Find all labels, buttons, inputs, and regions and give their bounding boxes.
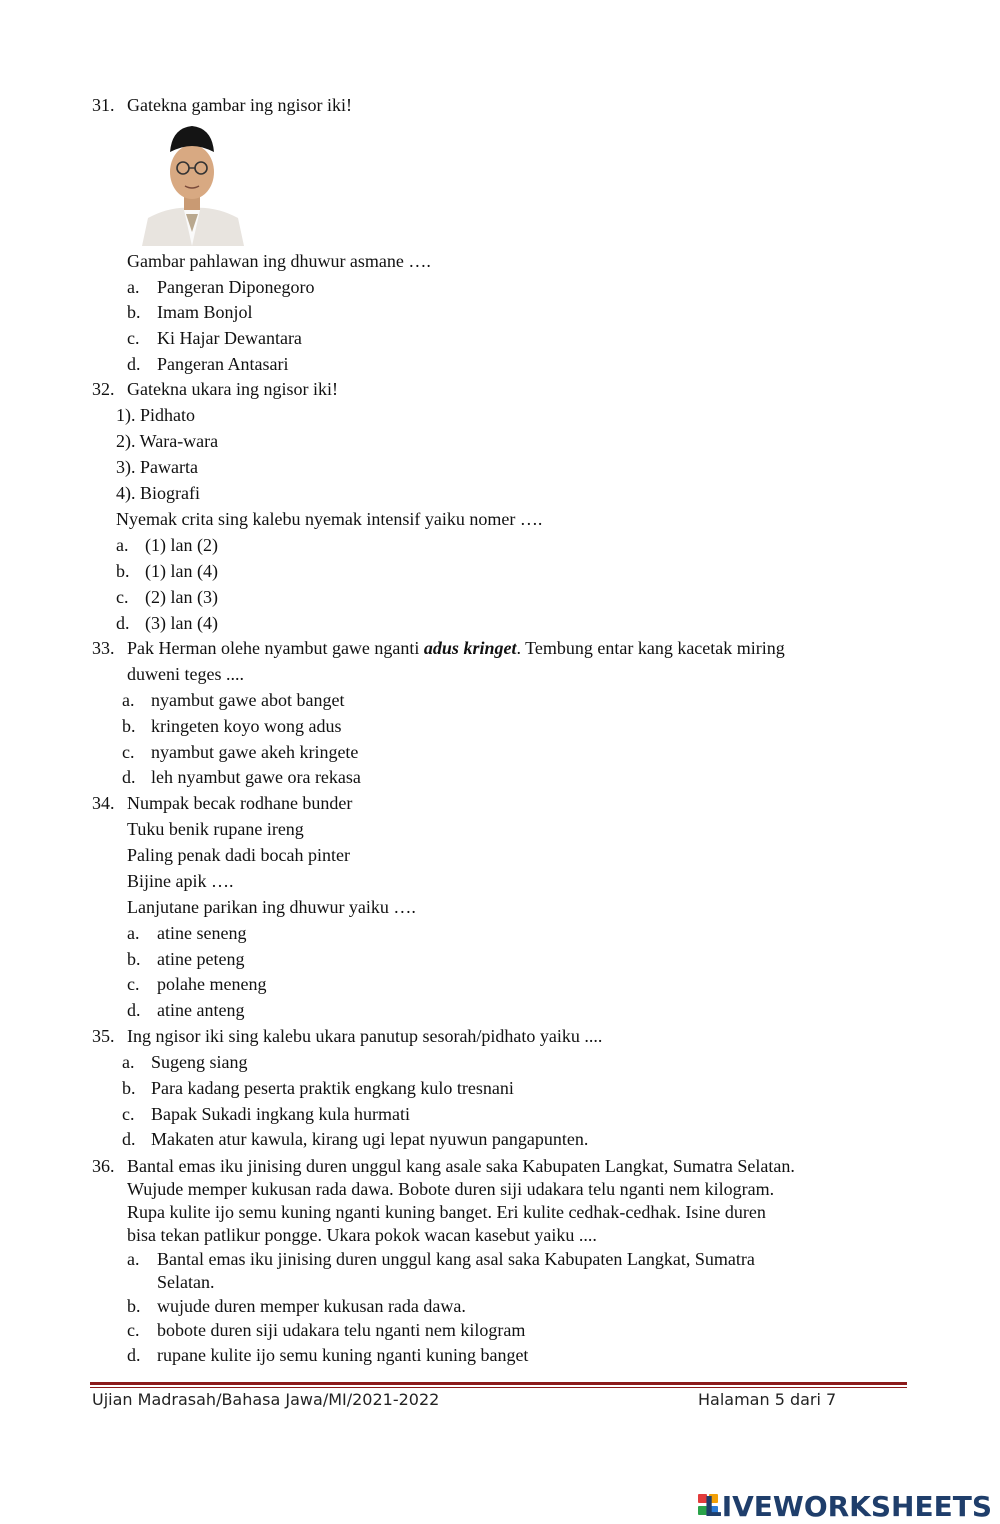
q36-option-letter: d. xyxy=(127,1345,141,1365)
q32-prompt: Gatekna ukara ing ngisor iki! xyxy=(127,379,338,399)
q31-prompt: Gatekna gambar ing ngisor iki! xyxy=(127,95,352,115)
q36-line: Rupa kulite ijo semu kuning nganti kuning banget. Eri kulite cedhak-cedhak. Isine duren xyxy=(127,1202,766,1222)
q33-text-after: . Tembung entar kang kacetak miring xyxy=(516,638,785,658)
q34-option-letter: b. xyxy=(127,949,141,969)
q35-option-text: Bapak Sukadi ingkang kula hurmati xyxy=(151,1104,410,1124)
q35-prompt: Ing ngisor iki sing kalebu ukara panutup sesorah/pidhato yaiku .... xyxy=(127,1026,603,1046)
q34-number: 34. xyxy=(92,793,115,813)
q36-number: 36. xyxy=(92,1156,115,1176)
q36-option-text: rupane kulite ijo semu kuning nganti kuning banget xyxy=(157,1345,529,1365)
q34-line: Tuku benik rupane ireng xyxy=(127,819,304,839)
q32-option-text: (1) lan (2) xyxy=(145,535,218,555)
q31-option-text: Ki Hajar Dewantara xyxy=(157,328,302,348)
q32-option-letter: d. xyxy=(116,613,130,633)
q34-option-text: atine anteng xyxy=(157,1000,245,1020)
q32-option-letter: a. xyxy=(116,535,129,555)
q33-option-letter: a. xyxy=(122,690,135,710)
q36-option-text: bobote duren siji udakara telu nganti nem kilogram xyxy=(157,1320,526,1340)
footer-exam-title: Ujian Madrasah/Bahasa Jawa/MI/2021-2022 xyxy=(92,1390,440,1409)
q36-option-text-cont: Selatan. xyxy=(157,1272,215,1292)
liveworksheets-brand[interactable]: LIVEWORKSHEETS xyxy=(703,1490,992,1523)
q32-option-text: (3) lan (4) xyxy=(145,613,218,633)
q34-line: Numpak becak rodhane bunder xyxy=(127,793,353,813)
q36-option-text: wujude duren memper kukusan rada dawa. xyxy=(157,1296,466,1316)
q31-option-text: Pangeran Diponegoro xyxy=(157,277,315,297)
q33-emphasis: adus kringet xyxy=(423,638,517,658)
q35-option-text: Sugeng siang xyxy=(151,1052,248,1072)
q34-option-letter: d. xyxy=(127,1000,141,1020)
q34-line: Lanjutane parikan ing dhuwur yaiku …. xyxy=(127,897,416,917)
q35-option-letter: d. xyxy=(122,1129,136,1149)
q31-option-text: Imam Bonjol xyxy=(157,302,253,322)
q34-option-text: atine peteng xyxy=(157,949,245,969)
q31-option-letter: b. xyxy=(127,302,141,322)
q31-option-letter: c. xyxy=(127,328,140,348)
q34-line: Paling penak dadi bocah pinter xyxy=(127,845,350,865)
q31-question: Gambar pahlawan ing dhuwur asmane …. xyxy=(127,251,431,271)
q35-option-letter: c. xyxy=(122,1104,135,1124)
q36-line: bisa tekan patlikur pongge. Ukara pokok wacan kasebut yaiku .... xyxy=(127,1225,597,1245)
q32-option-text: (1) lan (4) xyxy=(145,561,218,581)
q32-item: 2). Wara-wara xyxy=(116,431,219,451)
q33-option-text: leh nyambut gawe ora rekasa xyxy=(151,767,361,787)
q34-option-text: polahe meneng xyxy=(157,974,267,994)
q33-option-letter: b. xyxy=(122,716,136,736)
q33-text xyxy=(127,637,785,659)
q31-option-letter: a. xyxy=(127,277,140,297)
q34-line: Bijine apik …. xyxy=(127,871,234,891)
q33-option-text: kringeten koyo wong adus xyxy=(151,716,342,736)
q33-option-text: nyambut gawe abot banget xyxy=(151,690,345,710)
q32-number: 32. xyxy=(92,379,115,399)
q36-option-letter: a. xyxy=(127,1249,140,1269)
q32-item: 4). Biografi xyxy=(116,483,200,503)
q35-option-text: Para kadang peserta praktik engkang kulo tresnani xyxy=(151,1078,514,1098)
footer-divider-thin xyxy=(90,1387,907,1388)
q36-option-letter: c. xyxy=(127,1320,140,1340)
q36-option-text: Bantal emas iku jinising duren unggul kang asal saka Kabupaten Langkat, Sumatra xyxy=(157,1249,755,1269)
q32-item: 3). Pawarta xyxy=(116,457,198,477)
q33-text-line2: duweni teges .... xyxy=(127,664,244,684)
q34-option-letter: a. xyxy=(127,923,140,943)
footer-divider xyxy=(90,1382,907,1385)
q36-line: Bantal emas iku jinising duren unggul kang asale saka Kabupaten Langkat, Sumatra Selatan. xyxy=(127,1156,795,1176)
q32-option-letter: c. xyxy=(116,587,129,607)
q35-option-text: Makaten atur kawula, kirang ugi lepat nyuwun pangapunten. xyxy=(151,1129,589,1149)
q33-option-text: nyambut gawe akeh kringete xyxy=(151,742,359,762)
q31-number: 31. xyxy=(92,95,115,115)
q35-option-letter: a. xyxy=(122,1052,135,1072)
q35-option-letter: b. xyxy=(122,1078,136,1098)
q32-question: Nyemak crita sing kalebu nyemak intensif yaiku nomer …. xyxy=(116,509,543,529)
q33-option-letter: d. xyxy=(122,767,136,787)
q35-number: 35. xyxy=(92,1026,115,1046)
hero-portrait-image xyxy=(140,122,244,246)
q33-option-letter: c. xyxy=(122,742,135,762)
q32-option-text: (2) lan (3) xyxy=(145,587,218,607)
q36-option-letter: b. xyxy=(127,1296,141,1316)
q34-option-letter: c. xyxy=(127,974,140,994)
q34-option-text: atine seneng xyxy=(157,923,247,943)
q33-text-before: Pak Herman olehe nyambut gawe nganti xyxy=(127,638,424,658)
q31-option-letter: d. xyxy=(127,354,141,374)
footer-page-number: Halaman 5 dari 7 xyxy=(698,1390,837,1409)
q32-item: 1). Pidhato xyxy=(116,405,195,425)
q36-line: Wujude memper kukusan rada dawa. Bobote duren siji udakara telu nganti nem kilogram. xyxy=(127,1179,775,1199)
q32-option-letter: b. xyxy=(116,561,130,581)
q31-option-text: Pangeran Antasari xyxy=(157,354,289,374)
q33-number: 33. xyxy=(92,638,115,658)
